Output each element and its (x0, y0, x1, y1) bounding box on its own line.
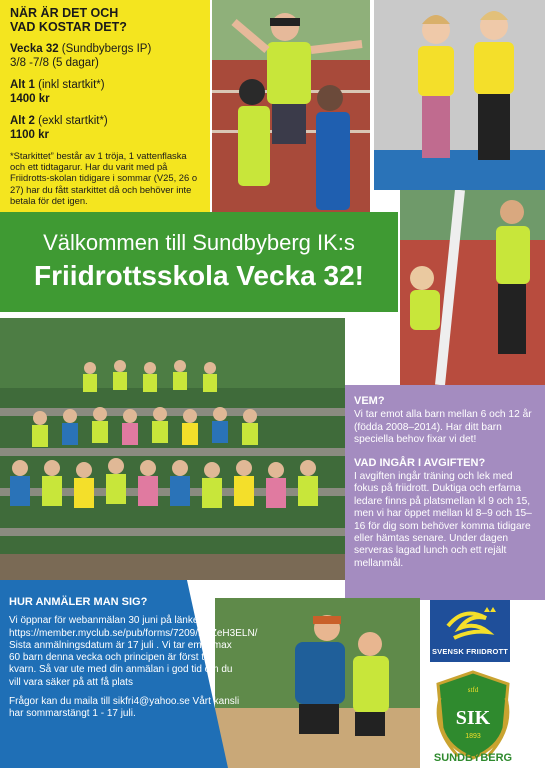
alt2-desc: (exkl startkit*) (34, 115, 108, 127)
who-text: Vi tar emot alla barn mellan 6 och 12 år (födda 2008–2014). Har ditt barn speciella behov fixar vi det! (354, 409, 532, 446)
fee-text: I avgiften ingår träning och lek med fokus på friidrott. Duktiga och erfarna ledare finns på platsmellan kl 9 och 15, men vi har öppet mellan kl 8–9 och 15–16 för dig som behöver komma tidigare eller hämtas senare. Under dagen serveras lagad lunch och ett rejält mellanmål. (354, 471, 532, 569)
swirl-crown-icon (430, 600, 510, 648)
svensk-friidrott-caption: SVENSK FRIIDROTT (431, 647, 509, 656)
sik-stfd-text: stfd (467, 686, 479, 694)
photo-kids-track (212, 0, 370, 212)
svensk-friidrott-logo (430, 600, 510, 662)
sik-letters: SIK (455, 707, 491, 729)
week-label: Vecka 32 (10, 43, 59, 55)
week-venue: (Sundbybergs IP) (58, 43, 152, 55)
banner-welcome-line: Välkommen till Sundbyberg IK:s (43, 230, 355, 255)
who-heading: VEM? (354, 395, 385, 407)
alt2-price: 1100 kr (10, 128, 50, 141)
alt1-desc: (inkl startkit*) (34, 79, 105, 91)
alt1-price: 1400 kr (10, 92, 50, 105)
sik-sundbyberg-logo (428, 668, 518, 763)
photo-coach-relay (400, 190, 545, 385)
photo-long-jump (215, 598, 420, 768)
welcome-banner (0, 212, 398, 312)
registration-heading: HUR ANMÄLER MAN SIG? (9, 596, 148, 608)
when-cost-heading (10, 6, 204, 34)
photo-group-children (0, 318, 345, 580)
registration-text: Vi öppnar för webanmälan 30 juni på länken https://member.myclub.se/pub/forms/7209/NaZeH3ELN/ Sista anmälningsdatum är 17 juli . Vi tar emot max 60 barn denna vecka och principen är först till kvarn. Så var ute med din anmälan i god tid om du vill vara säker på att få plats (9, 615, 258, 688)
heading-line-2: VAD KOSTAR DET? (10, 20, 127, 34)
alt1-block (10, 79, 204, 106)
week-block (10, 43, 204, 70)
alt2-label: Alt 2 (10, 115, 35, 127)
contact-text: Frågor kan du maila till sikfri4@yahoo.se Vårt kansli har sommarstängt 1 - 17 juli. (9, 696, 240, 720)
sik-club-name: SUNDBYBERG (433, 752, 513, 763)
alt1-label: Alt 1 (10, 79, 35, 91)
startkit-note: *Starkittet” består av 1 tröja, 1 vattenflaska och ett tidtagarur. Har du varit med på Friidrotts-skolan tidigare i sommar (V25, 26 o 27) har du fått starkittet då och behöver inte betala för det igen. (10, 150, 198, 206)
fee-heading: VAD INGÅR I AVGIFTEN? (354, 456, 486, 469)
photo-girls-medals (374, 0, 545, 190)
sik-year: 1893 (465, 733, 481, 740)
banner-title: Friidrottsskola Vecka 32! (34, 260, 364, 291)
heading-line-1: NÄR ÄR DET OCH (10, 6, 119, 20)
info-panel-yellow (0, 0, 210, 212)
alt2-block (10, 115, 204, 142)
registration-panel (0, 582, 258, 728)
info-panel-purple (345, 385, 545, 600)
week-dates: 3/8 -7/8 (5 dagar) (10, 56, 99, 69)
